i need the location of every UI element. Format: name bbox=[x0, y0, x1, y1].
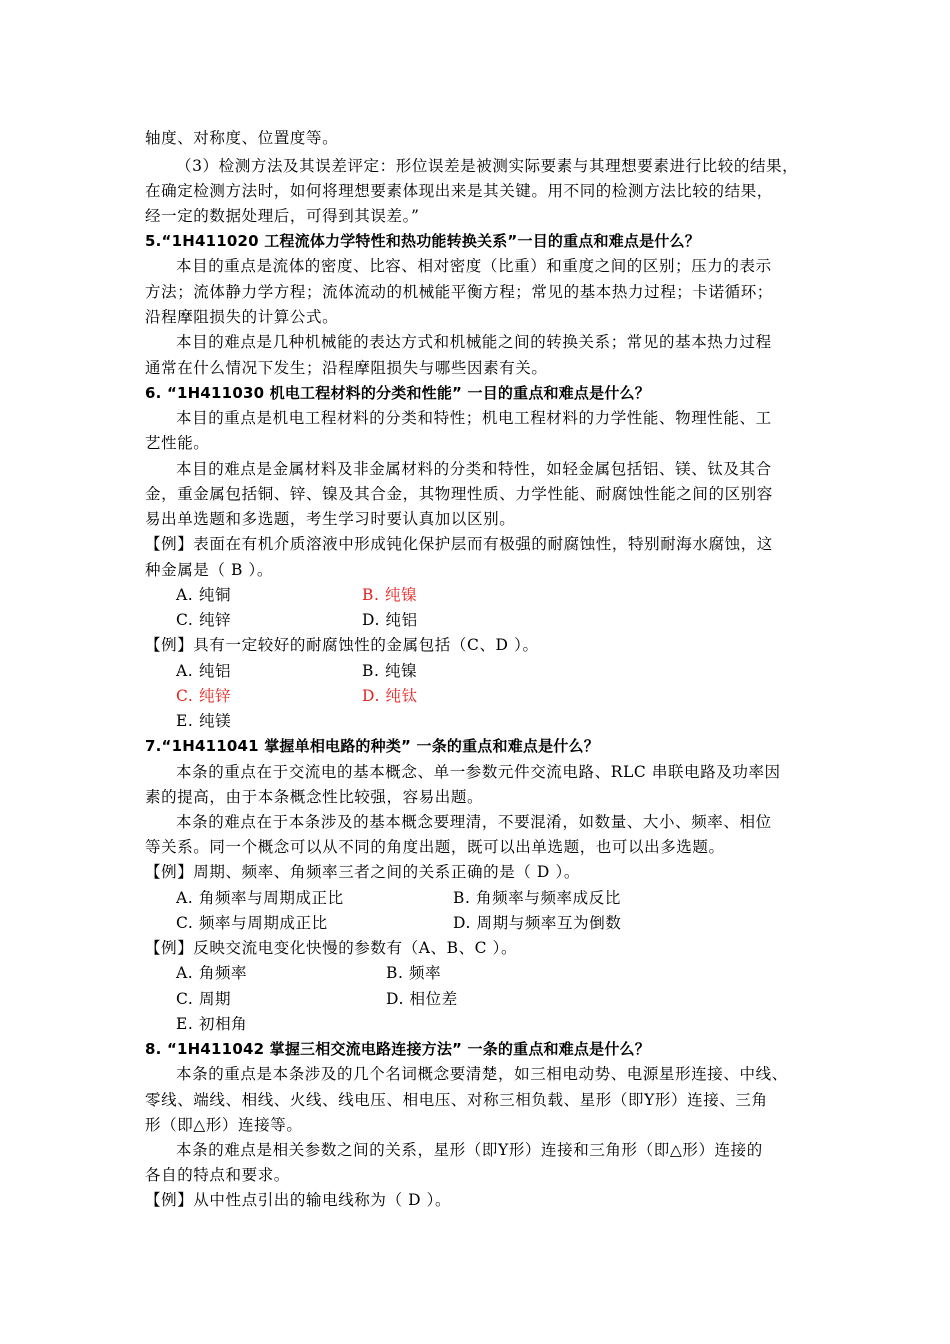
option-d-answer: D. 纯钛 bbox=[362, 687, 418, 705]
option-a: A. 角频率 bbox=[176, 964, 248, 982]
option-c-answer: C. 纯锌 bbox=[176, 687, 232, 705]
example-question: 种金属是（ B ）。 bbox=[145, 561, 273, 579]
example-question: 【例】周期、频率、角频率三者之间的关系正确的是（ D ）。 bbox=[145, 863, 580, 881]
example-question: 【例】表面在有机介质溶液中形成钝化保护层而有极强的耐腐蚀性，特别耐海水腐蚀，这 bbox=[145, 535, 773, 553]
text-line: 素的提高，由于本条概念性比较强，容易出题。 bbox=[145, 788, 484, 806]
text-line: 本条的重点在于交流电的基本概念、单一参数元件交流电路、RLC 串联电路及功率因 bbox=[176, 763, 781, 781]
text-line: 艺性能。 bbox=[145, 434, 210, 452]
question-heading: 6. “1H411030 机电工程材料的分类和性能” 一目的重点和难点是什么？ bbox=[145, 384, 650, 402]
option-e: E. 初相角 bbox=[176, 1015, 248, 1033]
option-c: C. 周期 bbox=[176, 990, 232, 1008]
option-c: C. 频率与周期成正比 bbox=[176, 914, 328, 932]
option-d: D. 相位差 bbox=[386, 990, 458, 1008]
option-a: A. 角频率与周期成正比 bbox=[176, 889, 344, 907]
option-a: A. 纯铜 bbox=[176, 586, 232, 604]
question-heading: 7.“1H411041 掌握单相电路的种类” 一条的重点和难点是什么？ bbox=[145, 737, 599, 755]
text-line: 本目的难点是金属材料及非金属材料的分类和特性，如轻金属包括铝、镁、钛及其合 bbox=[176, 460, 772, 478]
example-question: 【例】从中性点引出的输电线称为（ D ）。 bbox=[145, 1191, 452, 1209]
text-line: 本目的重点是流体的密度、比容、相对密度（比重）和重度之间的区别；压力的表示 bbox=[176, 257, 772, 275]
text-line: 等关系。同一个概念可以从不同的角度出题，既可以出单选题，也可以出多选题。 bbox=[145, 838, 725, 856]
option-b: B. 频率 bbox=[386, 964, 442, 982]
text-line: 方法；流体静力学方程；流体流动的机械能平衡方程；常见的基本热力过程；卡诺循环； bbox=[145, 283, 773, 301]
text-line: 本条的难点在于本条涉及的基本概念要理清，不要混淆，如数量、大小、频率、相位 bbox=[176, 813, 772, 831]
option-b: B. 角频率与频率成反比 bbox=[453, 889, 621, 907]
question-heading: 8. “1H411042 掌握三相交流电路连接方法” 一条的重点和难点是什么？ bbox=[145, 1040, 650, 1058]
text-line: 形（即△形）连接等。 bbox=[145, 1116, 303, 1134]
text-line: 沿程摩阻损失的计算公式。 bbox=[145, 308, 339, 326]
text-line: 在确定检测方法时，如何将理想要素体现出来是其关键。用不同的检测方法比较的结果， bbox=[145, 182, 773, 200]
option-b-answer: B. 纯镍 bbox=[362, 586, 418, 604]
text-line: 轴度、对称度、位置度等。 bbox=[145, 129, 339, 147]
text-line: 本条的难点是相关参数之间的关系，星形（即Y形）连接和三角形（即△形）连接的 bbox=[176, 1141, 763, 1159]
example-question: 【例】反映交流电变化快慢的参数有（A、B、C ）。 bbox=[145, 939, 518, 957]
text-line: 各自的特点和要求。 bbox=[145, 1166, 290, 1184]
option-d: D. 纯铝 bbox=[362, 611, 418, 629]
option-e: E. 纯镁 bbox=[176, 712, 232, 730]
text-line: 金，重金属包括铜、锌、镍及其合金，其物理性质、力学性能、耐腐蚀性能之间的区别容 bbox=[145, 485, 773, 503]
text-line: 本目的重点是机电工程材料的分类和特性；机电工程材料的力学性能、物理性能、工 bbox=[176, 409, 772, 427]
option-d: D. 周期与频率互为倒数 bbox=[453, 914, 622, 932]
text-line: 通常在什么情况下发生；沿程摩阻损失与哪些因素有关。 bbox=[145, 359, 548, 377]
text-line: 本条的重点是本条涉及的几个名词概念要清楚，如三相电动势、电源星形连接、中线、 bbox=[176, 1065, 788, 1083]
question-heading: 5.“1H411020 工程流体力学特性和热功能转换关系”一目的重点和难点是什么？ bbox=[145, 232, 700, 250]
text-line: 易出单选题和多选题，考生学习时要认真加以区别。 bbox=[145, 510, 516, 528]
text-line: 本目的难点是几种机械能的表达方式和机械能之间的转换关系；常见的基本热力过程 bbox=[176, 333, 772, 351]
text-line: 零线、端线、相线、火线、线电压、相电压、对称三相负载、星形（即Y形）连接、三角 bbox=[145, 1091, 768, 1109]
option-a: A. 纯铝 bbox=[176, 662, 232, 680]
example-question: 【例】具有一定较好的耐腐蚀性的金属包括（C、D ）。 bbox=[145, 636, 539, 654]
option-c: C. 纯锌 bbox=[176, 611, 232, 629]
option-b: B. 纯镍 bbox=[362, 662, 418, 680]
text-line: （3）检测方法及其误差评定：形位误差是被测实际要素与其理想要素进行比较的结果， bbox=[176, 157, 799, 175]
text-line: 经一定的数据处理后，可得到其误差。” bbox=[145, 207, 420, 225]
